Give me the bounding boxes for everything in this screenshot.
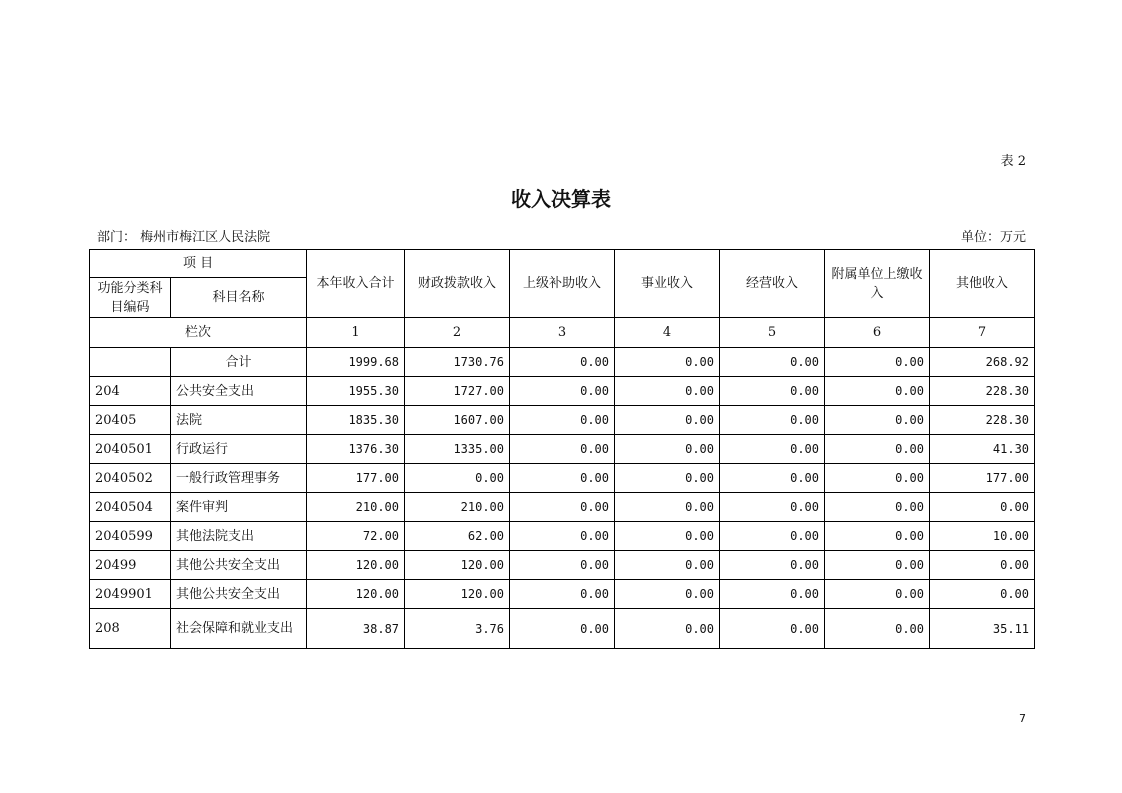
row-value: 0.00: [510, 522, 615, 551]
row-name: 行政运行: [171, 435, 307, 464]
page-title: 收入决算表: [511, 187, 611, 211]
row-name: 公共安全支出: [171, 377, 307, 406]
header-col-business: 事业收入: [615, 250, 720, 318]
row-code: 2040502: [90, 464, 171, 493]
row-code: 20405: [90, 406, 171, 435]
unit-label: 单位：万元: [960, 230, 1026, 245]
header-col-operation: 经营收入: [720, 250, 825, 318]
row-value: 0.00: [825, 551, 930, 580]
row-value: 120.00: [307, 551, 405, 580]
row-value: 0.00: [720, 522, 825, 551]
row-value: 0.00: [405, 464, 510, 493]
row-value: 0.00: [825, 580, 930, 609]
header-subject-name: 科目名称: [171, 278, 307, 318]
row-value: 268.92: [930, 348, 1035, 377]
header-func-code: 功能分类科目编码: [90, 278, 171, 318]
row-value: 1835.30: [307, 406, 405, 435]
table-row: [90, 493, 1035, 522]
income-statement-table: [89, 249, 1035, 649]
row-value: 0.00: [510, 435, 615, 464]
table-number: 表 2: [1000, 154, 1026, 169]
row-value: 0.00: [615, 522, 720, 551]
row-value: 38.87: [307, 609, 405, 649]
row-name: 其他公共安全支出: [171, 551, 307, 580]
page-number: 7: [1019, 712, 1026, 725]
row-name: 案件审判: [171, 493, 307, 522]
row-value: 120.00: [405, 580, 510, 609]
row-value: 0.00: [615, 493, 720, 522]
table-row-total: [90, 348, 1035, 377]
row-value: 0.00: [615, 580, 720, 609]
row-value: 0.00: [720, 348, 825, 377]
row-value: 62.00: [405, 522, 510, 551]
row-value: 0.00: [615, 609, 720, 649]
header-col-affiliated: 附属单位上缴收入: [825, 250, 930, 318]
row-value: 0.00: [510, 551, 615, 580]
header-col-total: 本年收入合计: [307, 250, 405, 318]
row-value: 0.00: [720, 551, 825, 580]
row-name: 其他法院支出: [171, 522, 307, 551]
row-value: 0.00: [720, 406, 825, 435]
row-name: 合计: [171, 348, 307, 377]
header-item: 项 目: [90, 250, 307, 278]
row-value: 1730.76: [405, 348, 510, 377]
row-value: 0.00: [825, 406, 930, 435]
column-number: 3: [510, 318, 615, 348]
row-value: 0.00: [825, 377, 930, 406]
row-value: 228.30: [930, 377, 1035, 406]
row-value: 210.00: [307, 493, 405, 522]
row-value: 0.00: [720, 609, 825, 649]
row-value: 0.00: [510, 348, 615, 377]
row-value: 0.00: [615, 464, 720, 493]
row-value: 3.76: [405, 609, 510, 649]
row-value: 0.00: [825, 435, 930, 464]
row-value: 0.00: [930, 580, 1035, 609]
header-row-index: 栏次: [90, 318, 307, 348]
row-value: 1955.30: [307, 377, 405, 406]
column-number: 6: [825, 318, 930, 348]
column-number: 5: [720, 318, 825, 348]
row-value: 120.00: [405, 551, 510, 580]
table-row: [90, 435, 1035, 464]
row-value: 0.00: [615, 551, 720, 580]
row-name: 社会保障和就业支出: [171, 609, 307, 649]
row-value: 0.00: [510, 464, 615, 493]
row-value: 0.00: [720, 377, 825, 406]
row-code: 204: [90, 377, 171, 406]
table-row: [90, 522, 1035, 551]
table-row: [90, 406, 1035, 435]
header-col-other: 其他收入: [930, 250, 1035, 318]
row-value: 1376.30: [307, 435, 405, 464]
row-code: 2040501: [90, 435, 171, 464]
row-value: 0.00: [825, 348, 930, 377]
row-value: 10.00: [930, 522, 1035, 551]
row-value: 1335.00: [405, 435, 510, 464]
row-value: 177.00: [307, 464, 405, 493]
table-row: [90, 551, 1035, 580]
row-value: 0.00: [930, 493, 1035, 522]
column-number: 4: [615, 318, 720, 348]
row-code: 2040504: [90, 493, 171, 522]
row-value: 0.00: [825, 493, 930, 522]
header-col-superior-subsidy: 上级补助收入: [510, 250, 615, 318]
row-value: 120.00: [307, 580, 405, 609]
row-value: 0.00: [615, 348, 720, 377]
row-value: 0.00: [930, 551, 1035, 580]
row-value: 0.00: [615, 435, 720, 464]
row-value: 0.00: [510, 580, 615, 609]
row-code: 20499: [90, 551, 171, 580]
row-value: 41.30: [930, 435, 1035, 464]
row-value: 1727.00: [405, 377, 510, 406]
table-row: [90, 377, 1035, 406]
row-value: 0.00: [720, 464, 825, 493]
row-code: [90, 348, 171, 377]
row-code: 2040599: [90, 522, 171, 551]
department-label: 部门： 梅州市梅江区人民法院: [97, 230, 271, 245]
row-value: 0.00: [720, 493, 825, 522]
table-row: [90, 580, 1035, 609]
row-value: 0.00: [510, 406, 615, 435]
row-value: 0.00: [720, 435, 825, 464]
row-code: 208: [90, 609, 171, 649]
row-value: 1999.68: [307, 348, 405, 377]
row-value: 210.00: [405, 493, 510, 522]
table-row: [90, 464, 1035, 493]
row-value: 0.00: [825, 609, 930, 649]
row-value: 0.00: [825, 522, 930, 551]
row-value: 0.00: [825, 464, 930, 493]
row-value: 0.00: [720, 580, 825, 609]
row-value: 177.00: [930, 464, 1035, 493]
row-name: 一般行政管理事务: [171, 464, 307, 493]
table-row: [90, 609, 1035, 649]
row-value: 35.11: [930, 609, 1035, 649]
row-name: 其他公共安全支出: [171, 580, 307, 609]
row-name: 法院: [171, 406, 307, 435]
row-value: 1607.00: [405, 406, 510, 435]
header-col-fiscal: 财政拨款收入: [405, 250, 510, 318]
row-code: 2049901: [90, 580, 171, 609]
column-number: 1: [307, 318, 405, 348]
row-value: 0.00: [615, 406, 720, 435]
row-value: 0.00: [510, 377, 615, 406]
row-value: 72.00: [307, 522, 405, 551]
row-value: 0.00: [510, 493, 615, 522]
row-value: 228.30: [930, 406, 1035, 435]
column-number: 2: [405, 318, 510, 348]
row-value: 0.00: [615, 377, 720, 406]
row-value: 0.00: [510, 609, 615, 649]
column-number: 7: [930, 318, 1035, 348]
